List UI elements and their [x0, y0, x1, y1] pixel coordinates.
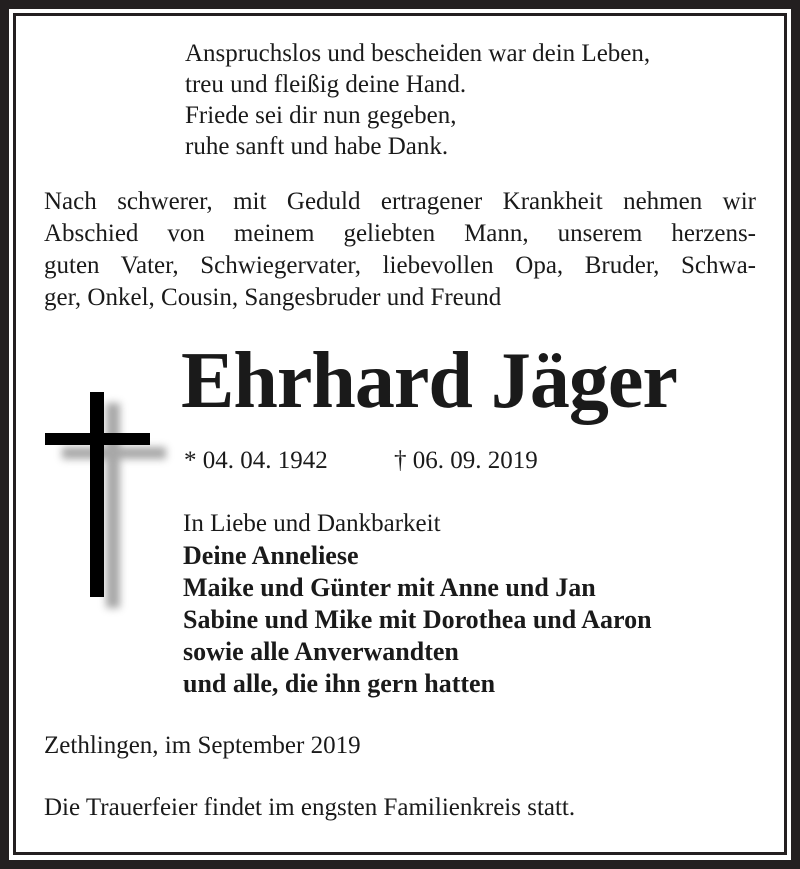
poem-line: Friede sei dir nun gegeben, [185, 102, 457, 129]
life-dates [184, 445, 538, 476]
poem-line: ruhe sanft und habe Dank. [185, 133, 449, 160]
announcement-line: Nach schwerer, mit Geduld ertragener Krankheit nehmen wir [44, 188, 756, 215]
family-intro: In Liebe und Dankbarkeit [183, 510, 441, 537]
birth-date: * 04. 04. 1942 [184, 447, 328, 474]
announcement-line: guten Vater, Schwiegervater, liebevollen Opa, Bruder, Schwa- [44, 252, 756, 279]
cross-icon [0, 0, 200, 640]
announcement-line: Abschied von meinem geliebten Mann, unserem herzens- [44, 220, 756, 247]
place-date: Zethlingen, im September 2019 [44, 732, 361, 759]
family-signature [183, 508, 652, 700]
poem-line: Anspruchslos und bescheiden war dein Leben, [185, 40, 651, 67]
death-date: † 06. 09. 2019 [394, 447, 538, 474]
poem-line: treu und fleißig deine Hand. [185, 71, 467, 98]
family-member: sowie alle Anverwandten [183, 637, 459, 666]
family-member: Deine Anneliese [183, 541, 359, 570]
funeral-note: Die Trauerfeier findet im engsten Familienkreis statt. [44, 794, 576, 821]
deceased-name: Ehrhard Jäger [181, 337, 677, 425]
poem [185, 38, 650, 162]
family-member: Sabine und Mike mit Dorothea und Aaron [183, 605, 652, 634]
family-member: Maike und Günter mit Anne und Jan [183, 573, 596, 602]
announcement-line: ger, Onkel, Cousin, Sangesbruder und Freund [44, 284, 502, 311]
family-member: und alle, die ihn gern hatten [183, 669, 496, 698]
